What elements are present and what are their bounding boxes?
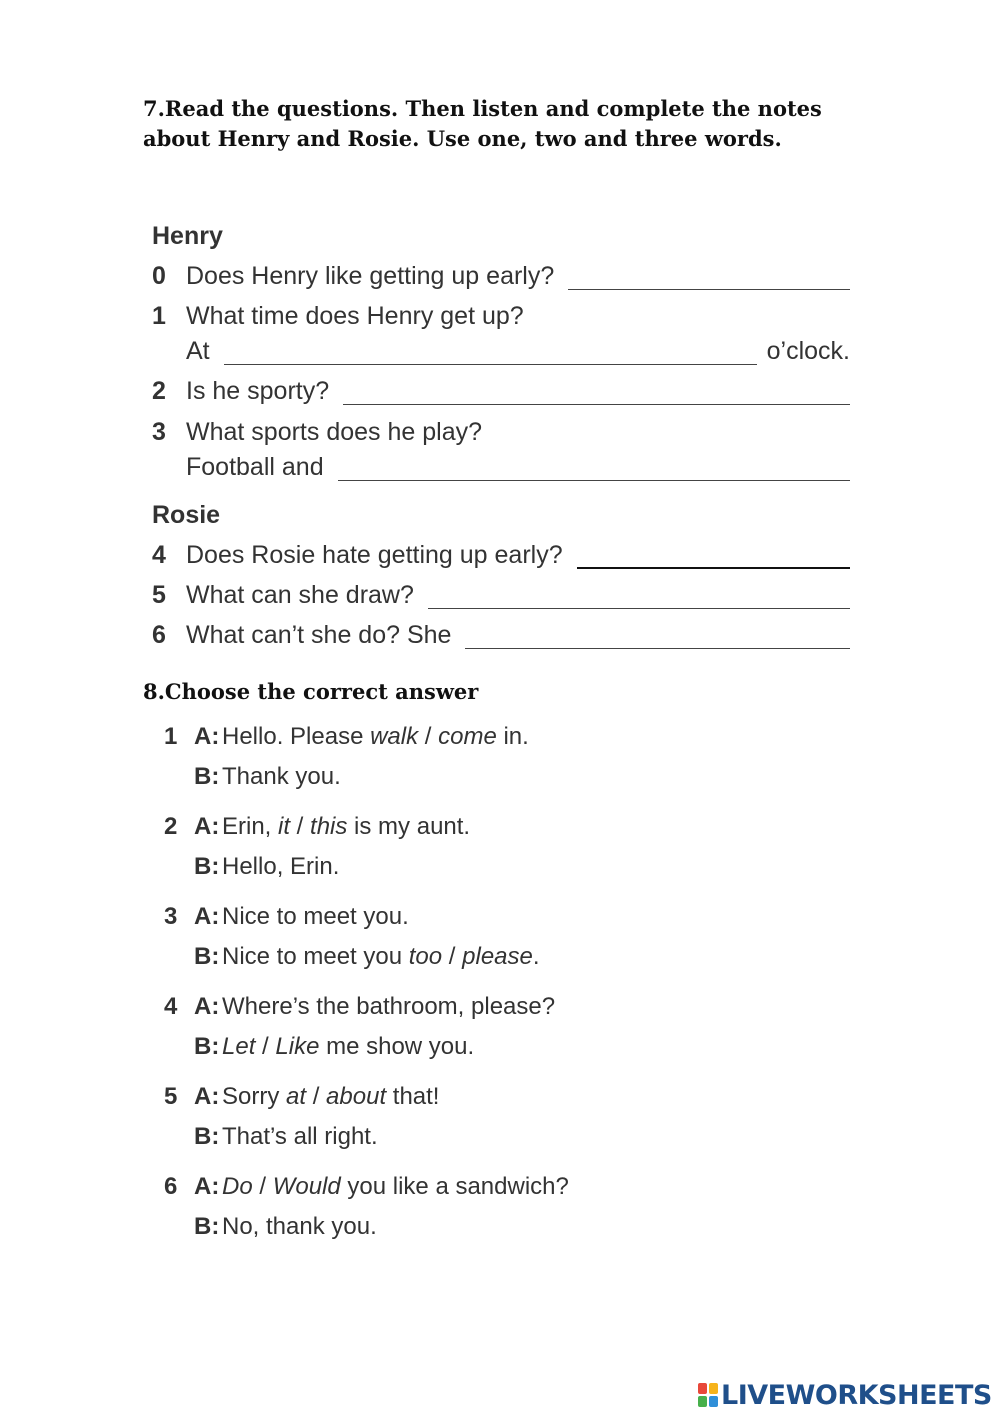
question-text: Does Rosie hate getting up early?: [186, 540, 563, 569]
speaker-a: A:: [194, 1083, 220, 1110]
answer-prefix: Football and: [186, 452, 324, 481]
speaker-b: B:: [194, 1033, 220, 1060]
dialogue-2-b: [164, 850, 339, 884]
speaker-a: A:: [194, 993, 220, 1020]
option-at[interactable]: at: [286, 1083, 307, 1110]
logo-square: [709, 1383, 718, 1394]
option-slash: /: [290, 813, 311, 840]
option-slash: /: [252, 1173, 273, 1200]
option-come[interactable]: come: [438, 723, 497, 750]
dialogue-5-b: [164, 1120, 378, 1154]
option-slash: /: [255, 1033, 276, 1060]
line-text: Nice to meet you.: [222, 903, 409, 930]
line-text: Thank you.: [222, 763, 341, 790]
dialogue-4-a: [164, 990, 555, 1024]
question-text: What time does Henry get up?: [186, 301, 524, 330]
line-text: me show you.: [319, 1033, 475, 1060]
question-number: 5: [152, 580, 166, 609]
line-text: you like a sandwich?: [340, 1173, 569, 1200]
dialogue-number: 2: [164, 813, 178, 840]
speaker-b: B:: [194, 1123, 220, 1150]
dialogue-2-a: [164, 810, 470, 844]
question-text: What sports does he play?: [186, 417, 482, 446]
speaker-a: A:: [194, 1173, 220, 1200]
answer-prefix: At: [186, 336, 210, 365]
answer-4-input[interactable]: [577, 541, 850, 569]
option-slash: /: [306, 1083, 327, 1110]
question-number: 6: [152, 620, 166, 649]
answer-6-input[interactable]: [465, 622, 850, 649]
line-text: Where’s the bathroom, please?: [222, 993, 556, 1020]
question-0: [152, 259, 850, 293]
question-2: [152, 374, 850, 408]
dialogue-number: 5: [164, 1083, 178, 1110]
exercise-8-instruction: 8.Choose the correct answer: [143, 679, 479, 704]
option-let[interactable]: Let: [222, 1033, 256, 1060]
answer-suffix: o’clock.: [766, 336, 850, 365]
liveworksheets-logo: [698, 1378, 992, 1412]
question-text: Is he sporty?: [186, 376, 330, 405]
speaker-b: B:: [194, 853, 220, 880]
answer-5-input[interactable]: [428, 582, 850, 609]
exercise-7-instruction: 7.Read the questions. Then listen and complete the notes about Henry and Rosie. Use one, two and three words.: [143, 96, 822, 151]
line-text: .: [532, 943, 540, 970]
option-do[interactable]: Do: [222, 1173, 253, 1200]
option-would[interactable]: Would: [272, 1173, 341, 1200]
question-text: Does Henry like getting up early?: [186, 261, 555, 290]
line-text: Sorry: [222, 1083, 287, 1110]
dialogue-1-b: [164, 760, 341, 794]
dialogue-3-a: [164, 900, 409, 934]
answer-2-input[interactable]: [343, 378, 850, 405]
option-please[interactable]: please: [462, 943, 533, 970]
logo-square: [698, 1383, 707, 1394]
speaker-a: A:: [194, 903, 220, 930]
question-text: What can’t she do? She: [186, 620, 452, 649]
option-slash: /: [418, 723, 439, 750]
option-about[interactable]: about: [326, 1083, 387, 1110]
answer-1-input[interactable]: [224, 338, 757, 365]
rosie-heading: Rosie: [152, 501, 221, 529]
dialogue-number: 4: [164, 993, 178, 1020]
dialogue-1-a: [164, 720, 529, 754]
option-slash: /: [442, 943, 463, 970]
question-number: 0: [152, 261, 166, 290]
logo-square: [698, 1396, 707, 1407]
option-too[interactable]: too: [408, 943, 443, 970]
liveworksheets-icon: [698, 1383, 718, 1407]
dialogue-6-a: [164, 1170, 569, 1204]
question-1: [152, 299, 850, 333]
line-text: that!: [386, 1083, 440, 1110]
option-like[interactable]: Like: [275, 1033, 320, 1060]
question-number: 4: [152, 540, 166, 569]
dialogue-5-a: [164, 1080, 439, 1114]
question-3-answer-row: [152, 450, 850, 484]
speaker-b: B:: [194, 943, 220, 970]
question-number: 1: [152, 301, 166, 330]
dialogue-3-b: [164, 940, 540, 974]
option-walk[interactable]: walk: [370, 723, 419, 750]
dialogue-4-b: [164, 1030, 474, 1064]
logo-square: [709, 1396, 718, 1407]
line-text: No, thank you.: [222, 1213, 377, 1240]
line-text: in.: [496, 723, 529, 750]
line-text: Hello, Erin.: [222, 853, 340, 880]
question-6: [152, 618, 850, 652]
logo-text: LIVEWORKSHEETS: [721, 1379, 992, 1411]
question-4: [152, 538, 850, 572]
question-1-answer-row: [152, 334, 850, 368]
speaker-a: A:: [194, 813, 220, 840]
dialogue-number: 6: [164, 1173, 178, 1200]
dialogue-number: 1: [164, 723, 178, 750]
line-text: is my aunt.: [347, 813, 471, 840]
line-text: Nice to meet you: [222, 943, 409, 970]
line-text: Hello. Please: [222, 723, 371, 750]
question-text: What can she draw?: [186, 580, 414, 609]
line-text: That’s all right.: [222, 1123, 378, 1150]
question-number: 2: [152, 376, 166, 405]
option-it[interactable]: it: [278, 813, 291, 840]
question-5: [152, 578, 850, 612]
dialogue-6-b: [164, 1210, 377, 1244]
speaker-a: A:: [194, 723, 220, 750]
speaker-b: B:: [194, 763, 220, 790]
answer-0-input[interactable]: [568, 263, 850, 290]
speaker-b: B:: [194, 1213, 220, 1240]
question-3: [152, 415, 850, 449]
answer-3-input[interactable]: [338, 454, 850, 481]
henry-heading: Henry: [152, 222, 223, 250]
dialogue-number: 3: [164, 903, 178, 930]
option-this[interactable]: this: [310, 813, 348, 840]
question-number: 3: [152, 417, 166, 446]
line-text: Erin,: [222, 813, 279, 840]
